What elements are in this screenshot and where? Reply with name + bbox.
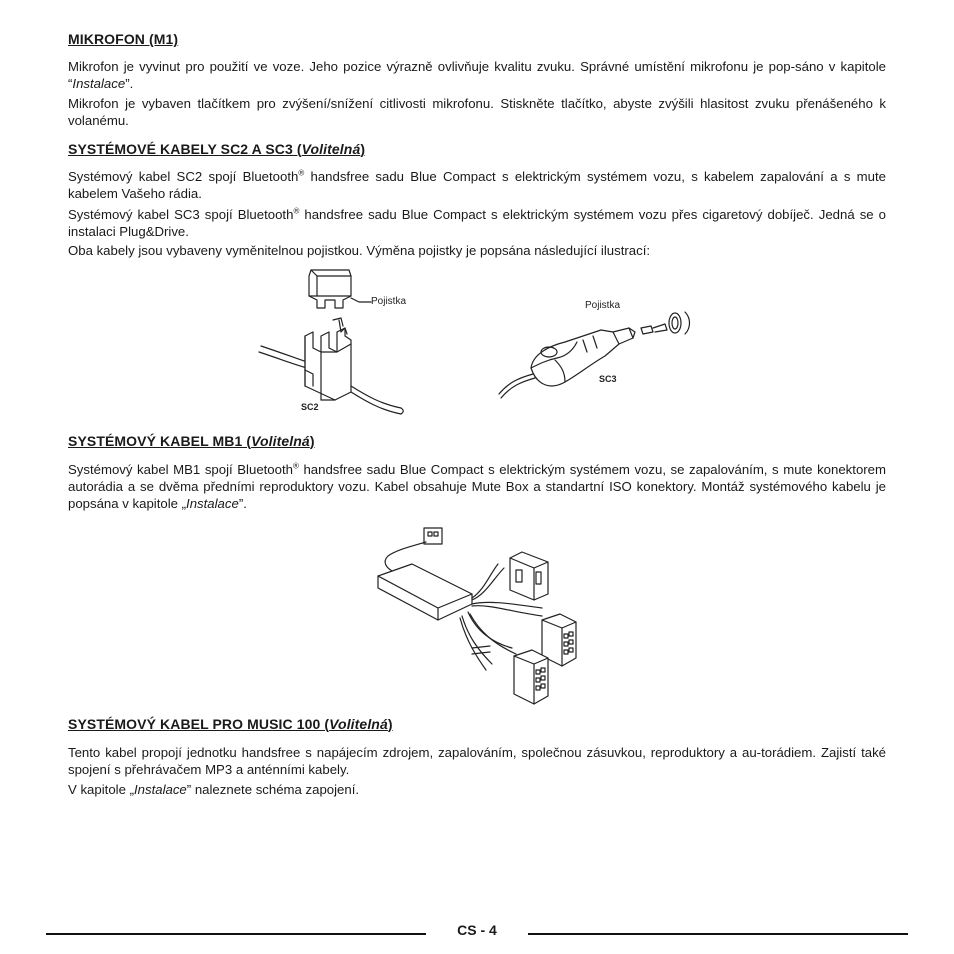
- mb1-cable-illustration: [372, 524, 582, 710]
- heading-pro-music-100: SYSTÉMOVÝ KABEL PRO MUSIC 100 (Volitelná): [68, 716, 393, 732]
- paragraph-fuse: Oba kabely jsou vybaveny vyměnitelnou pojistkou. Výměna pojistky je popsána následující ilustrací:: [68, 243, 651, 258]
- fuse-label-sc2: Pojistka: [371, 296, 407, 307]
- heading-mikrofon: MIKROFON (M1): [68, 31, 179, 47]
- heading-sc2-sc3: SYSTÉMOVÉ KABELY SC2 A SC3 (Volitelná): [68, 141, 366, 157]
- footer-rule-left: [46, 933, 426, 935]
- sc3-fuse-illustration: [495, 290, 695, 402]
- paragraph-sc2: Systémový kabel SC2 spojí Bluetooth® handsfree sadu Blue Compact s elektrickým systémem vozu, s kabelem zapalování a s mute kabelem Vašeho rádia.: [68, 168, 887, 202]
- cable-label-sc3: SC3: [599, 374, 617, 384]
- fuse-label-sc3: Pojistka: [585, 300, 621, 311]
- paragraph-mikrofon-position: Mikrofon je vyvinut pro použití ve voze. Jeho pozice výrazně ovlivňuje kvalitu zvuku. Správné umístění mikrofonu je pop-sáno v kapitole “Instalace”.: [68, 59, 886, 92]
- cable-label-sc2: SC2: [301, 402, 319, 412]
- paragraph-mb1: Systémový kabel MB1 spojí Bluetooth® handsfree sadu Blue Compact s elektrickým systémem vozu, se zapalováním, s mute konektorem autorádia a se dvěma předními reproduktory vozu. Kabel obsahuje Mute Box a standartní ISO konektory. Montáž systémového kabelu je popsána v kapitole „Instalace”.: [68, 461, 886, 512]
- sc2-fuse-illustration: [255, 262, 415, 422]
- page-number: CS - 4: [457, 922, 497, 938]
- footer-rule-right: [528, 933, 908, 935]
- heading-mb1: SYSTÉMOVÝ KABEL MB1 (Volitelná): [68, 433, 315, 449]
- paragraph-pro-music-schema: V kapitole „Instalace” naleznete schéma zapojení.: [68, 782, 360, 797]
- paragraph-pro-music: Tento kabel propojí jednotku handsfree s napájecím zdrojem, zapalováním, společnou zásuvkou, reproduktory a au-torádiem. Zajistí také spojení s přehrávačem MP3 a anténními kabely.: [68, 745, 886, 778]
- paragraph-mikrofon-button: Mikrofon je vybaven tlačítkem pro zvýšení/snížení citlivosti mikrofonu. Stiskněte tlačítko, abyste zvýšili hlasitost zvuku přenášeného k volanému.: [68, 96, 886, 129]
- paragraph-sc3: Systémový kabel SC3 spojí Bluetooth® handsfree sadu Blue Compact s elektrickým systémem vozu přes cigaretový dobíječ. Jedná se o instalaci Plug&Drive.: [68, 206, 887, 240]
